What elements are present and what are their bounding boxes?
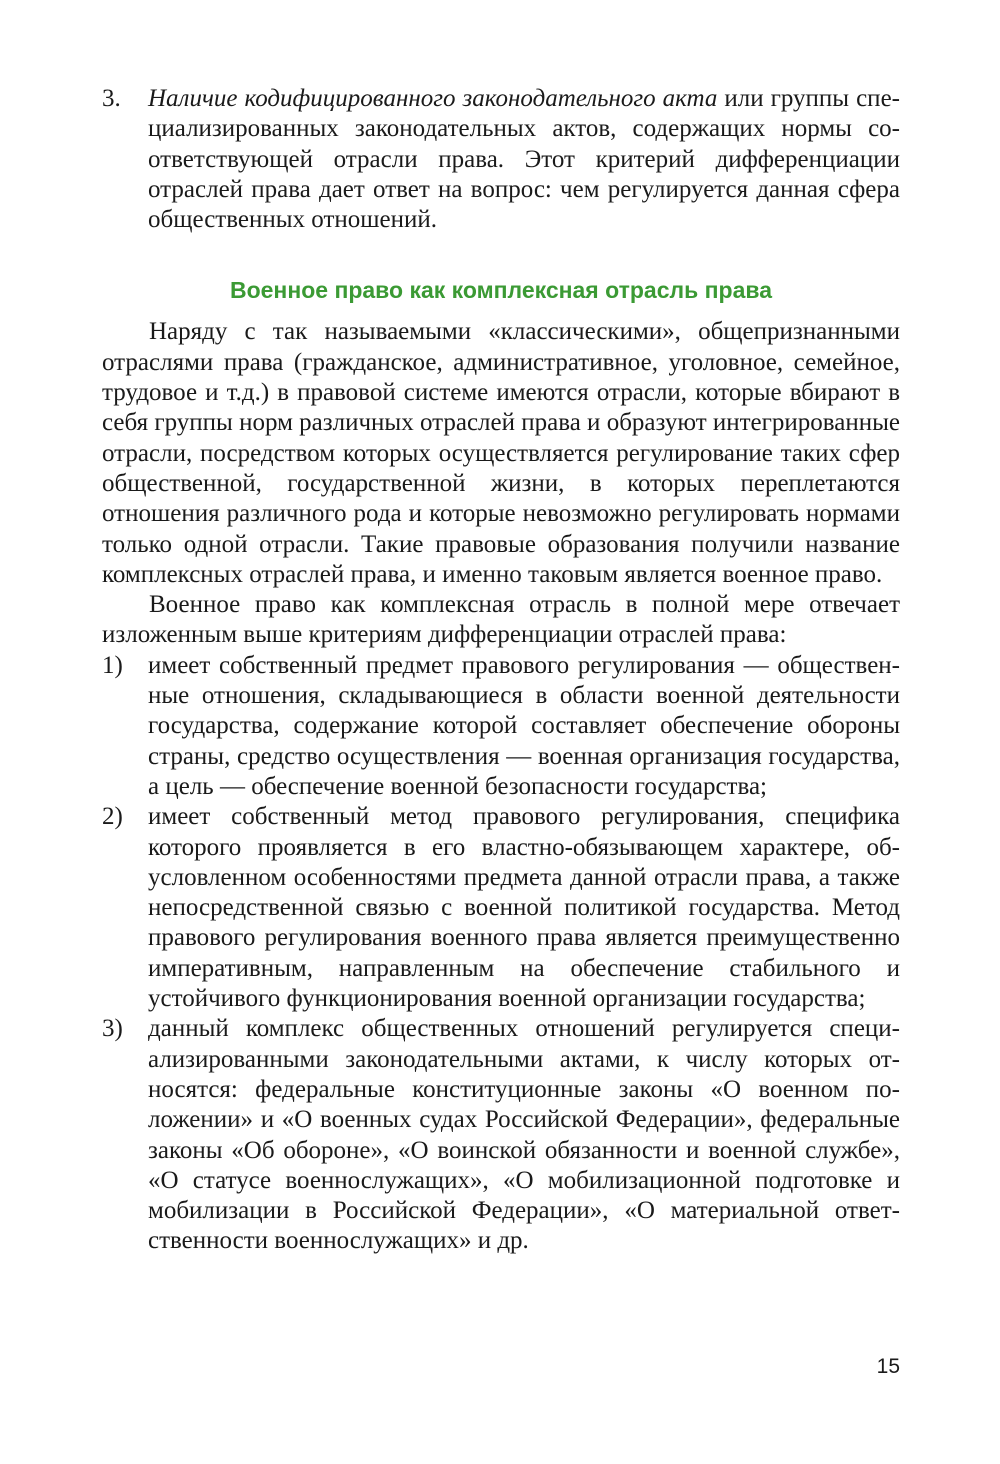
criteria-item (102, 651, 900, 802)
list-number: 2) (102, 803, 123, 831)
top-list-item (102, 84, 900, 235)
list-text: данный комплекс общественных отношений регулируется специализированными законодательными актами, к числу которых относятся: федеральные конституционные законы «О военном положении» и «О военных судах Российской Федерации», федеральные законы «Об обороне», «О воинской обязанности и военной службе», «О статусе военнослужащих», «О мобилизационной подготовке и мобилизации в Российской Федерации», «О материальной ответственности военнослужащих» и др. (148, 1015, 900, 1255)
criteria-item (102, 802, 900, 1014)
page-number: 15 (876, 1355, 900, 1378)
list-text: имеет собственный метод правового регулирования, специфика которого проявляется в его властно-обязывающем характере, обусловленном особенностями предмета данной отрасли права, а также непосредственной связью с военной политикой государства. Метод правового регулирования военного права является преимущественно императивным, направленным на обеспечение стабильного и устойчивого функционирования военной организации государства; (148, 803, 900, 1013)
section-heading: Военное право как комплексная отрасль права (229, 277, 772, 304)
page-content (102, 84, 900, 1257)
list-number: 1) (102, 651, 123, 679)
paragraph-criteria-lead: Военное право как комплексная отрасль в полной мере отвечает изложенным выше критериям дифференциации отраслей права: (102, 591, 900, 649)
list-text: имеет собственный предмет правового регулирования — общественные отношения, складывающиеся в области военной деятельности государства, содержание которой составляет обеспечение обороны страны, средство осуществления — военная организация государства, а цель — обеспечение военной безопасности государства; (148, 651, 900, 800)
list-number: 3. (102, 85, 121, 112)
list-text (148, 84, 900, 235)
italic-lead-phrase: Наличие кодифицированного законодательного акта (148, 85, 718, 112)
list-number: 3) (102, 1015, 123, 1043)
paragraph-intro: Наряду с так называемыми «классическими», общепризнанными отраслями права (гражданское, административное, уголовное, семейное, трудовое и т.д.) в правовой системе имеются отрасли, которые вбирают в себя группы норм различных отраслей права и образуют интегрированные отрасли, посредством которых осуществляется регулирование таких сфер общественной, государственной жизни, в которых переплетаются отношения различного рода и которые невозможно регулировать нормами только одной отрасли. Такие правовые образования получили название комплексных отраслей права, и именно таковым является военное право. (102, 318, 901, 588)
criteria-item (102, 1014, 900, 1256)
list-text-rest: или группы специализированных законодательных актов, содержащих нормы соответствующей отрасли права. Этот критерий дифференциации отраслей права дает ответ на вопрос: чем регулируется данная сфера общественных отношений. (148, 85, 900, 234)
